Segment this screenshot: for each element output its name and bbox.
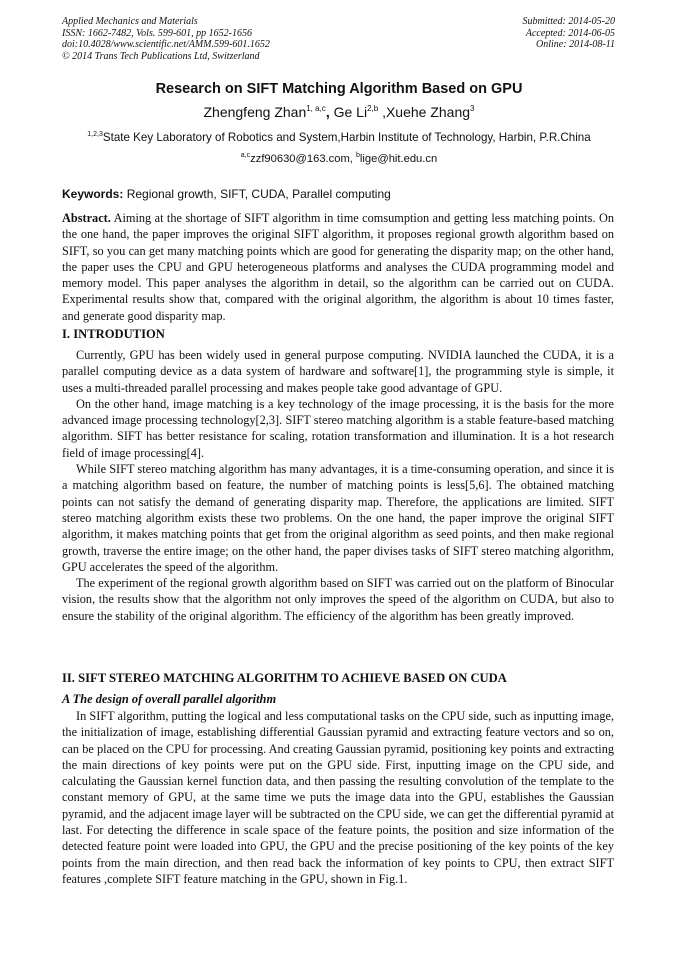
section-heading-introduction: I. INTRODUTION xyxy=(62,327,165,341)
accepted-date: Accepted: 2014-06-05 xyxy=(525,27,615,39)
paragraph: Currently, GPU has been widely used in general purpose computing. NVIDIA launched the CUDA, it is a parallel computing device as a data system of hardware and software[1], the programming style is simple, it uses a multi-threaded parallel processing and makes people take good advantage of GPU. xyxy=(62,348,614,395)
keywords-text: Regional growth, SIFT, CUDA, Parallel computing xyxy=(126,187,391,201)
keywords-label: Keywords: xyxy=(62,187,124,201)
abstract-label: Abstract. xyxy=(62,211,111,225)
paragraph: In SIFT algorithm, putting the logical and less computational tasks on the CPU side, such as inputting image, the initialization of image, establishing differential Gaussian pyramid and extracting feature vectors and so on, can be placed on the CPU for processing. And creating Gaussian pyramid, positioning key points and extracting the main directions of key points were put on the GPU side. First, inputting image on the CPU side, and calculating the Gaussian kernel function data, and then passing the resulting convolution of the template to the constant memory of GPU, at the same time we puts the image data into the GPU, establishes the Gaussian pyramid, and the adjacent image layer will be subtracted on the CPU side, we can get the differential pyramid at last. For detecting the difference in scale space of the feature points, the position and size information of the detected feature point were loaded into GPU, the GPU and the precise positioning of the key points of the key points from the main direction, and then read back the information of key points to CPU, then extract SIFT features ,complete SIFT feature matching in the GPU, shown in Fig.1. xyxy=(62,709,614,886)
paragraph: The experiment of the regional growth algorithm based on SIFT was carried out on the platform of Binocular vision, the results show that the algorithm not only improves the speed of the algorithm on CUDA, but also to ensure the stability of the original algorithm. The efficiency of the algorithm has been greatly improved. xyxy=(62,576,614,623)
author-sup: 2,b xyxy=(367,104,379,113)
abstract xyxy=(62,210,614,324)
design-body xyxy=(62,708,614,887)
submitted-date: Submitted: 2014-05-20 xyxy=(522,16,615,27)
affiliation xyxy=(0,131,678,144)
issn: ISSN: 1662-7482, Vols. 599-601, pp 1652-1656 xyxy=(62,27,252,39)
author-name: Zhengfeng Zhan xyxy=(203,104,307,120)
email-b: lige@hit.edu.cn xyxy=(359,153,438,165)
author-name: Xuehe Zhang xyxy=(385,104,471,120)
paragraph: While SIFT stereo matching algorithm has many advantages, it is a time-consuming operation, and since it is a matching algorithm based on feature, the number of matching points is less[5,6]. The obtained matching points can not satisfy the demand of generating disparity map. Therefore, the applications are limited. SIFT stereo matching algorithm exists these two problems. On the one hand, the paper improve the original SIFT algorithm, it makes matching points that get from the original algorithm as seed points, and then make regional growth, traverse the entire image; on the other hand, the paper divises tasks of SIFT stereo matching algorithm, GPU accelerates the speed of the algorithm. xyxy=(62,462,614,574)
journal-info xyxy=(62,16,270,62)
email-a-sup: a,c xyxy=(240,152,251,159)
keywords xyxy=(62,187,622,201)
introduction-body xyxy=(62,347,614,624)
abstract-text: Aiming at the shortage of SIFT algorithm in time comsumption and getting less matching points. On the one hand, the paper improves the original SIFT algorithm, it proposes regional growth algorithm based on SIFT, so you can get many matching points which are good for generating the disparity map; on the other hand, the paper uses the CPU and GPU heterogeneous platforms and analyses the CUDA programming model and memory model. This paper analyses the algorithm in detail, so the algorithm can be carried out on CUDA. Experimental results show that, compared with the original algorithm, the algorithm is about 10 times faster, and generate good disparity map. xyxy=(62,211,614,323)
section-heading-sift-cuda: II. SIFT STEREO MATCHING ALGORITHM TO ACHIEVE BASED ON CUDA xyxy=(62,671,507,685)
emails xyxy=(0,152,678,165)
author-name: Ge Li xyxy=(333,104,368,120)
journal-name: Applied Mechanics and Materials xyxy=(62,16,198,27)
paragraph: On the other hand, image matching is a key technology of the image processing, it is the basis for the more advanced image processing technology[2,3]. SIFT stereo matching algorithm is a stable feature-based matching algorithm. SIFT has better resistance for scaling, rotation transformation and illumination. It is a hot research field of image processing[4]. xyxy=(62,396,614,460)
affiliation-text: State Key Laboratory of Robotics and System,Harbin Institute of Technology, Harbin, P.R.China xyxy=(102,131,591,144)
author-list: Zhengfeng Zhan$^{1, a,c}$, Ge Li$^{2,b}$ ,Xuehe Zhang$^3$ xyxy=(203,104,475,120)
paper-title: Research on SIFT Matching Algorithm Based on GPU xyxy=(155,81,523,97)
email-a: zzf90630@163.com, xyxy=(250,153,357,165)
doi: doi:10.4028/www.scientific.net/AMM.599-601.1652 xyxy=(62,39,270,50)
copyright: © 2014 Trans Tech Publications Ltd, Switzerland xyxy=(62,50,260,62)
email-b-sup: b xyxy=(356,152,360,159)
dates-info xyxy=(523,16,616,51)
affiliation-sup: 1,2,3 xyxy=(87,131,103,138)
online-date: Online: 2014-08-11 xyxy=(536,39,615,50)
subsection-heading: A The design of overall parallel algorithm xyxy=(62,692,277,706)
author-sup: 3 xyxy=(470,104,475,113)
author-sup: 1, a,c xyxy=(306,104,326,113)
